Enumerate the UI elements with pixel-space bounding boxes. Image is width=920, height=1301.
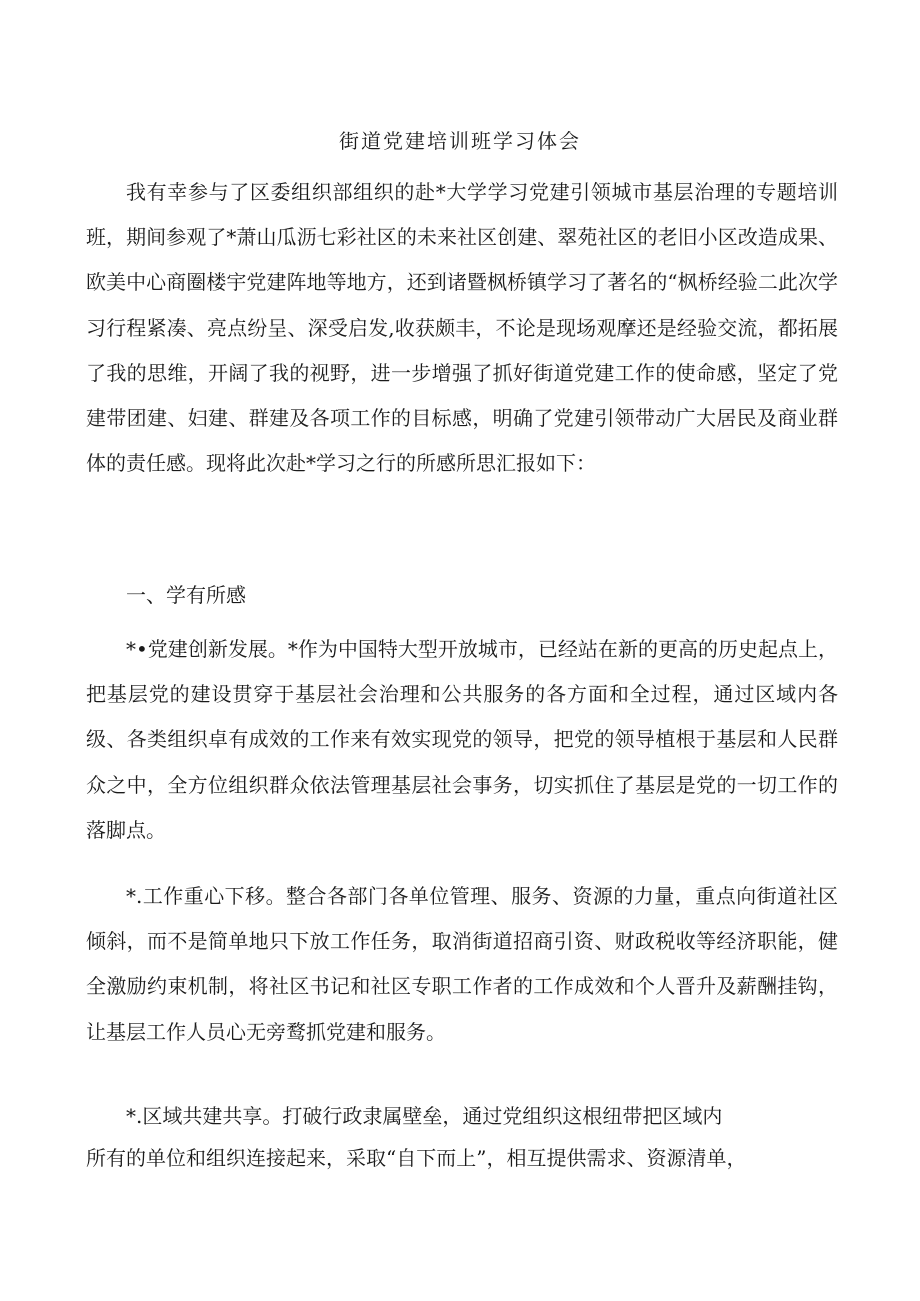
point-2-paragraph: *.工作重心下移。整合各部门各单位管理、服务、资源的力量，重点向街道社区倾斜，而不是简单地只下放工作任务，取消街道招商引资、财政税收等经济职能，健全激励约束机制，将社区书记和社区专职工作者的工作成效和个人晋升及薪酬挂钩，让基层工作人员心无旁鹜抓党建和服务。: [86, 884, 838, 1044]
point-1-paragraph: *•党建创新发展。*作为中国特大型开放城市，已经站在新的更高的历史起点上，把基层党的建设贯穿于基层社会治理和公共服务的各方面和全过程，通过区域内各级、各类组织卓有成效的工作来有效实现党的领导，把党的领导植根于基层和人民群众之中，全方位组织群众依法管理基层社会事务，切实抓住了基层是党的一切工作的落脚点。: [86, 637, 838, 842]
document-title: 街道党建培训班学习体会: [339, 129, 581, 153]
point-3-line-1: *.区域共建共享。打破行政隶属壁垒，通过党组织这根纽带把区域内: [126, 1104, 723, 1128]
section-heading: 一、学有所感: [126, 583, 246, 607]
point-3-line-2: 所有的单位和组织连接起来，采取“自下而上”，相互提供需求、资源清单，: [86, 1146, 747, 1170]
intro-paragraph: 我有幸参与了区委组织部组织的赴*大学学习党建引领城市基层治理的专题培训班，期间参观了*萧山瓜沥七彩社区的未来社区创建、翠苑社区的老旧小区改造成果、欧美中心商圈楼宇党建阵地等地方，还到诸暨枫桥镇学习了著名的“枫桥经验二此次学习行程紧凑、亮点纷呈、深受启发,收获颇丰，不论是现场观摩还是经验交流，都拓展了我的思维，开阔了我的视野，进一步增强了抓好街道党建工作的使命感，坚定了党建带团建、妇建、群建及各项工作的目标感，明确了党建引领带动广大居民及商业群体的责任感。现将此次赴*学习之行的所感所思汇报如下：: [86, 180, 838, 476]
